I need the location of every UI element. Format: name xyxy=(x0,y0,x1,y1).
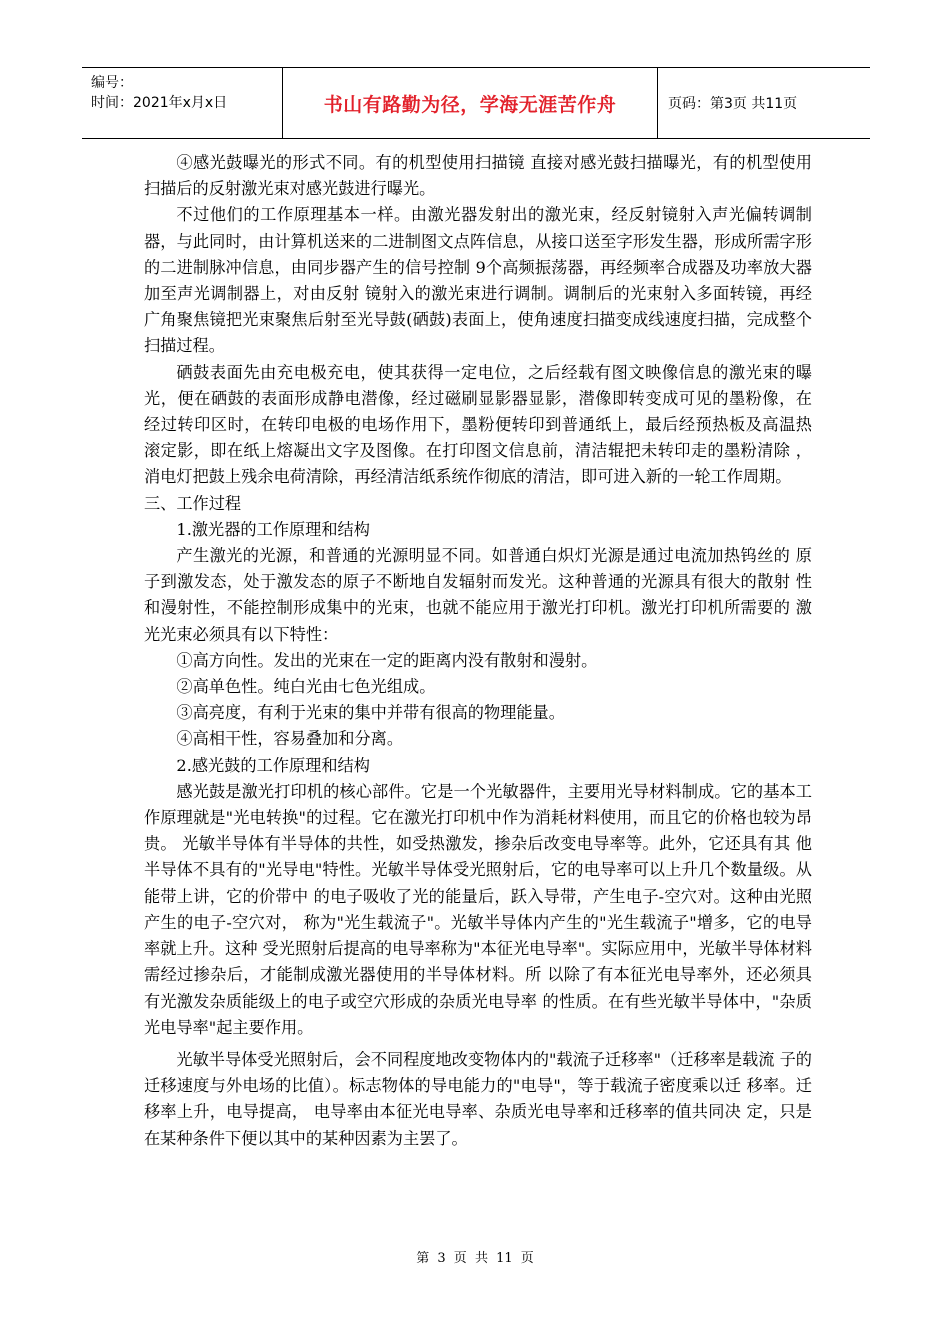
header-meta-cell xyxy=(82,68,283,138)
header-motto: 书山有路勤为径，学海无涯苦作舟 xyxy=(283,68,658,138)
list-item: ①高方向性。发出的光束在一定的距离内没有散射和漫射。 xyxy=(176,650,598,670)
footer-page-word: 第 xyxy=(416,1251,430,1266)
paragraph: 感光鼓是激光打印机的核心部件。它是一个光敏器件，主要用光导材料制成。它的基本工作原理就是"光电转换"的过程。它在激光打印机中作为消耗材料使用，而且它的价格也较为昂贵。 光敏半导体有半导体的共性，如受热激发，掺杂后改变电导率等。此外，它还具有其 他半导体不具有的"光导电"特性。光敏半导体受光照射后，它的电导率可以上升几个数量级。从能带上讲，它的价带中 的电子吸收了光的能量后，跃入导带，产生电子-空穴对。这种由光照产生的电子-空穴对， 称为"光生载流子"。光敏半导体内产生的"光生载流子"增多，它的电导率就上升。这种 受光照射后提高的电导率称为"本征光电导率"。实际应用中，光敏半导体材料需经过掺杂后，才能制成激光器使用的半导体材料。所 以除了有本征光电导率外，还必须具有光激发杂质能级上的电子或空穴形成的杂质光电导率 的性质。在有些光敏半导体中，"杂质光电导率"起主要作用。 xyxy=(144,781,812,1037)
section-heading: 三、工作过程 xyxy=(144,493,242,513)
page-header xyxy=(82,67,870,139)
document-number-label: 编号： xyxy=(91,75,133,91)
subsection-heading: 1.激光器的工作原理和结构 xyxy=(176,519,370,539)
paragraph: 硒鼓表面先由充电极充电，使其获得一定电位，之后经载有图文映像信息的激光束的曝光，便在硒鼓的表面形成静电潜像，经过磁刷显影器显影，潜像即转变成可见的墨粉像，在 经过转印区时，在转印电极的电场作用下，墨粉便转印到普通纸上，最后经预热板及高温热 滚定影，即在纸上熔凝出文字及图像。在打印图文信息前，清洁辊把未转印走的墨粉清除 ，消电灯把鼓上残余电荷清除，再经清洁纸系统作彻底的清洁，即可进入新的一轮工作周期。 xyxy=(144,362,812,487)
footer-page-current: 3 xyxy=(437,1251,446,1266)
paragraph: 光敏半导体受光照射后，会不同程度地改变物体内的"载流子迁移率"（迁移率是载流 子的迁移速度与外电场的比值）。标志物体的导电能力的"电导"，等于载流子密度乘以迁 移率。迁移率上升，电导提高， 电导率由本征光电导率、杂质光电导率和迁移率的值共同决 定，只是在某种条件下便以其中的某种因素为主罢了。 xyxy=(144,1049,812,1148)
footer-total-unit: 页 xyxy=(520,1251,534,1266)
document-date-label: 时间：2021年x月x日 xyxy=(91,95,228,111)
header-page-info: 页码：第3页 共11页 xyxy=(668,96,798,112)
paragraph: ④感光鼓曝光的形式不同。有的机型使用扫描镜 直接对感光鼓扫描曝光，有的机型使用扫描后的反射激光束对感光鼓进行曝光。 xyxy=(144,153,812,199)
subsection-heading: 2.感光鼓的工作原理和结构 xyxy=(176,755,370,775)
paragraph: 产生激光的光源，和普通的光源明显不同。如普通白炽灯光源是通过电流加热钨丝的 原子到激发态，处于激发态的原子不断地自发辐射而发光。这种普通的光源具有很大的散射 性和漫射性，不能控制形成集中的光束，也就不能应用于激光打印机。激光打印机所需要的 激光光束必须具有以下特性： xyxy=(144,546,812,644)
document-body xyxy=(144,150,812,1152)
footer-page-total: 11 xyxy=(496,1251,513,1266)
list-item: ④高相干性，容易叠加和分离。 xyxy=(176,729,404,749)
footer-page-unit: 页 xyxy=(453,1251,467,1266)
footer-total-word: 共 xyxy=(474,1251,488,1266)
paragraph: 不过他们的工作原理基本一样。由激光器发射出的激光束，经反射镜射入声光偏转调制器，与此同时，由计算机送来的二进制图文点阵信息，从接口送至字形发生器，形成所需字形的二进制脉冲信息，由同步器产生的信号控制 9个高频振荡器，再经频率合成器及功率放大器加至声光调制器上，对由反射 镜射入的激光束进行调制。调制后的光束射入多面转镜，再经广角聚焦镜把光束聚焦后射至光导鼓(硒鼓)表面上，使角速度扫描变成线速度扫描，完成整个扫描过程。 xyxy=(144,205,812,356)
list-item: ③高亮度，有利于光束的集中并带有很高的物理能量。 xyxy=(176,703,565,723)
list-item: ②高单色性。纯白光由七色光组成。 xyxy=(176,677,436,697)
page-footer xyxy=(0,1247,950,1266)
